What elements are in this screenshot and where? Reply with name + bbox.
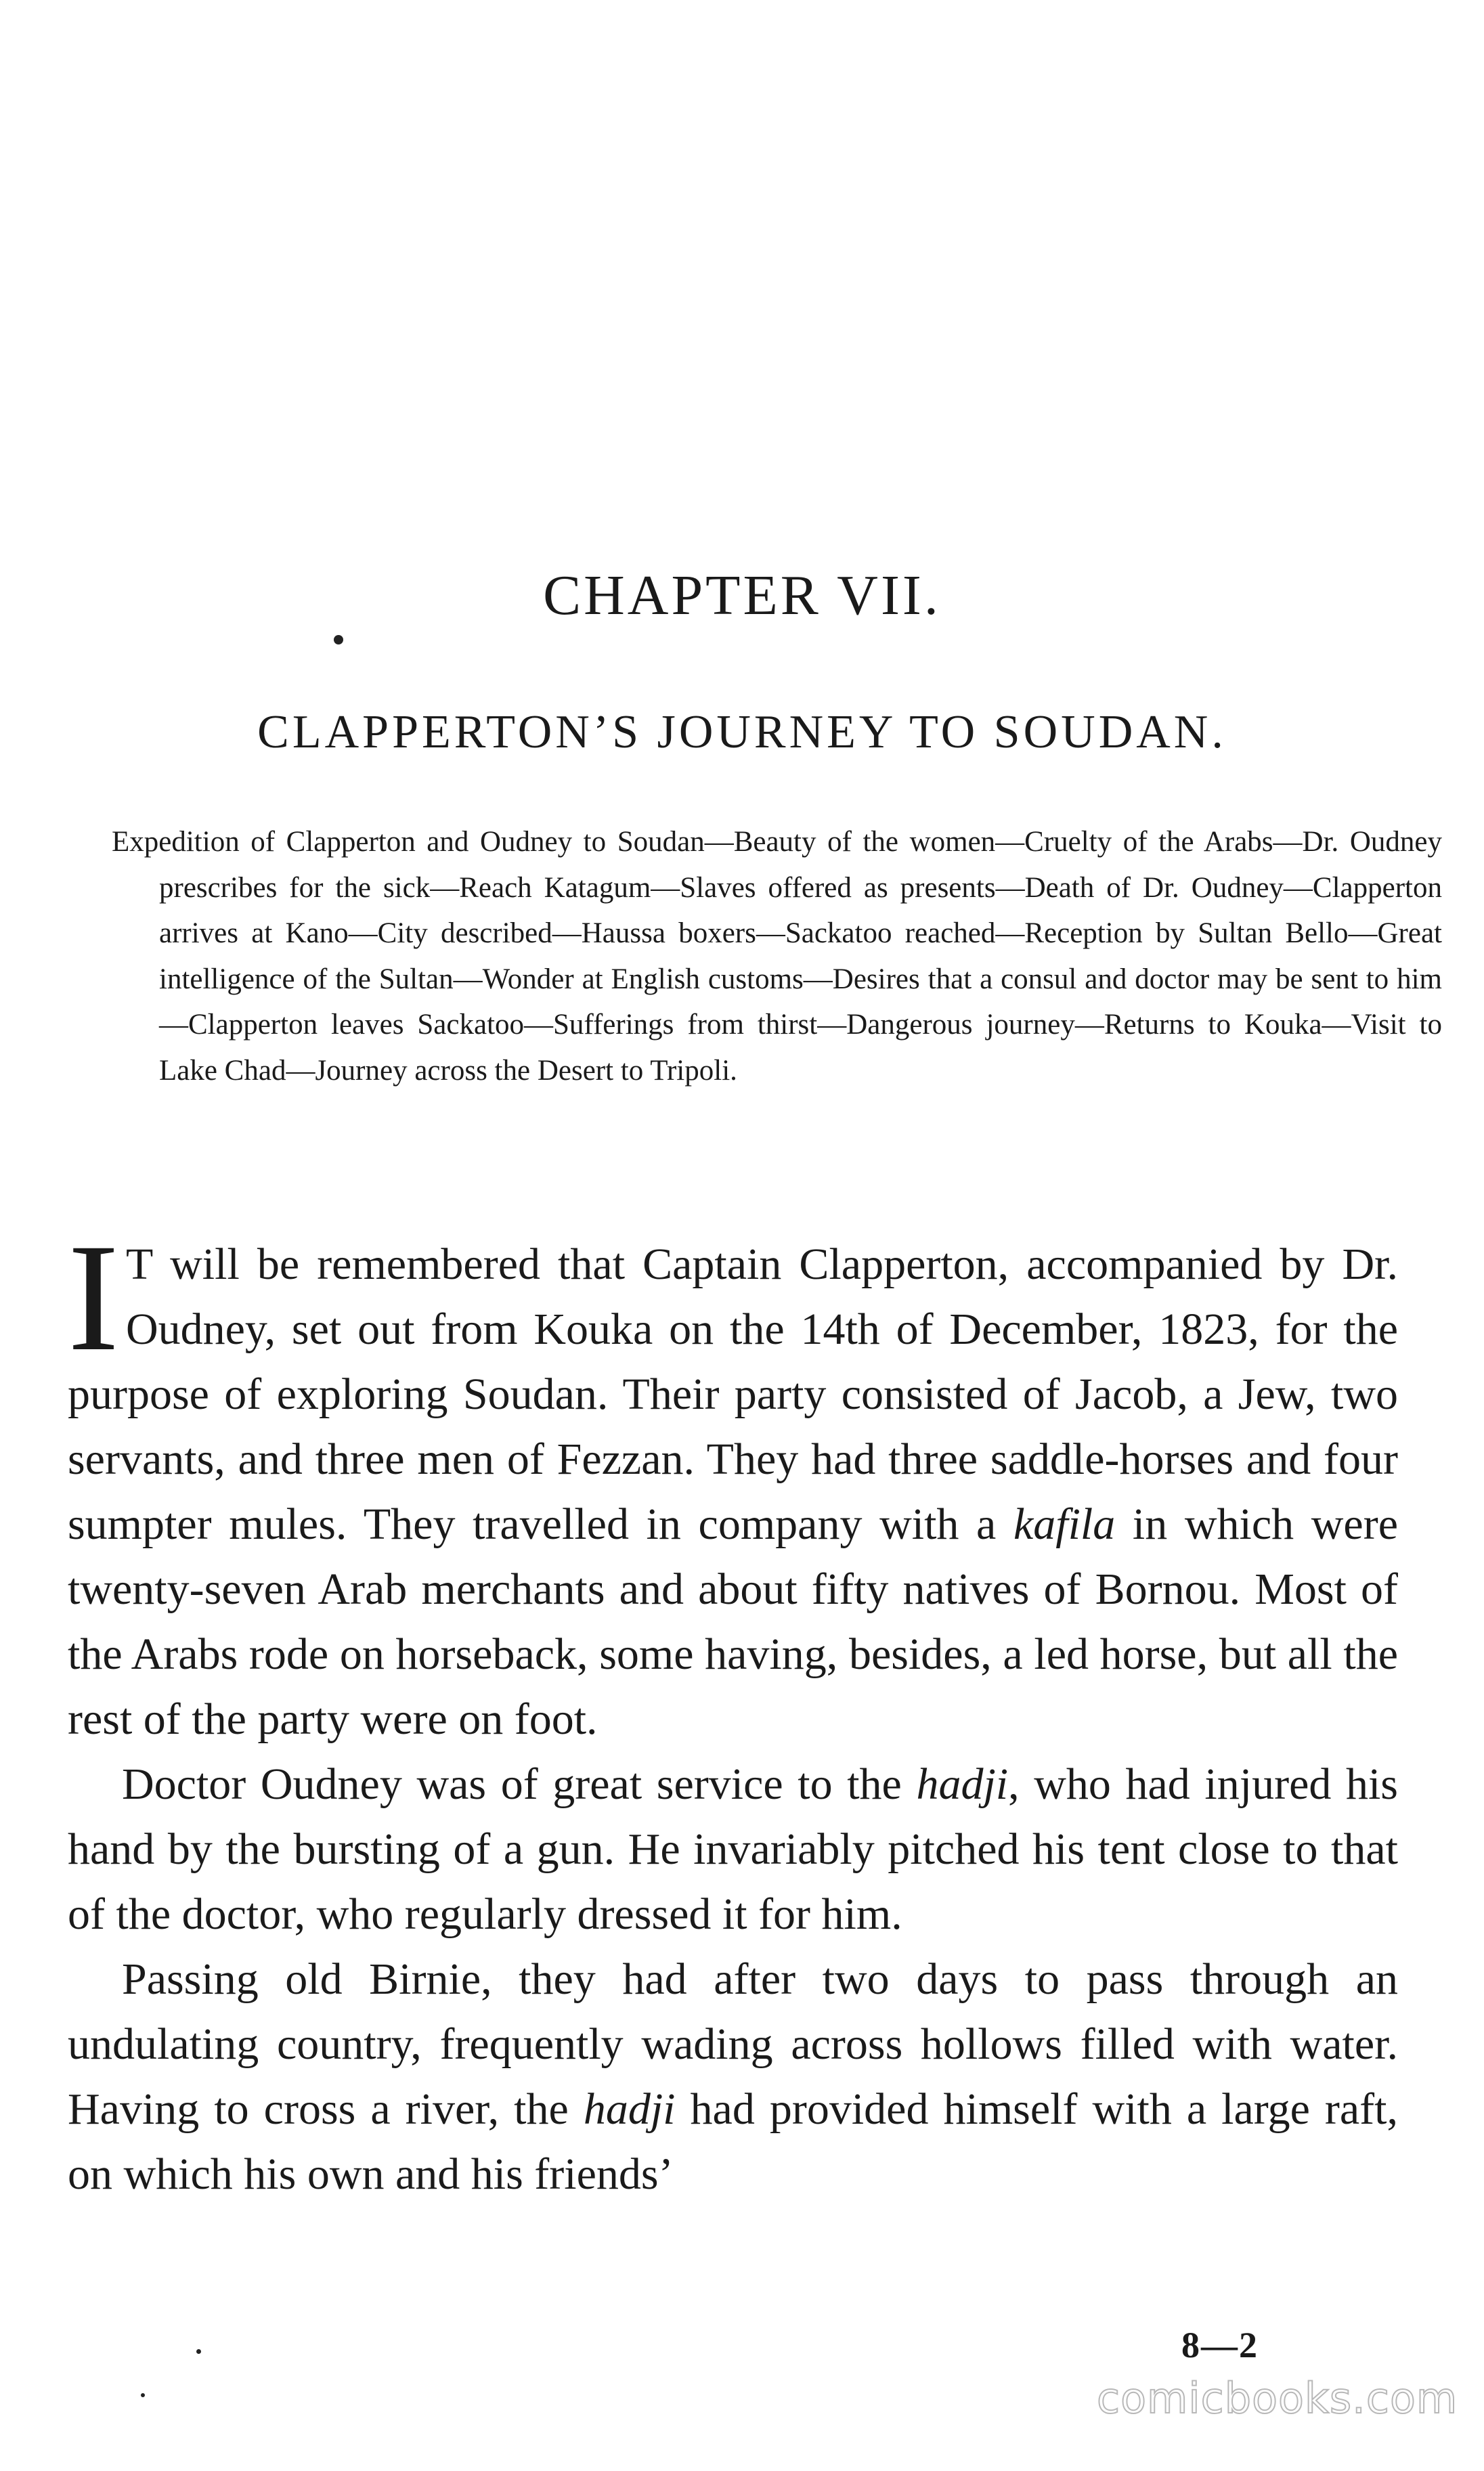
paragraph	[68, 1947, 1398, 2207]
body-text	[68, 1212, 1398, 2207]
text-run: Doctor Oudney was of great service to the	[122, 1759, 917, 1809]
text-run: Passing old Birnie, they had after two days to pass through an undulating country, frequently wading across hollows filled with water. Having to cross a river, the	[68, 1954, 1398, 2134]
signature-mark: 8—2	[1181, 2325, 1259, 2365]
italic-term: hadji	[916, 1759, 1009, 1809]
italic-term: hadji	[583, 2084, 676, 2134]
italic-term: kafila	[1013, 1500, 1116, 1549]
text-run: had provided himself with a large raft, on which his own and his friends’	[68, 2084, 1398, 2199]
ink-speck	[196, 2349, 201, 2354]
ink-speck	[141, 2393, 145, 2397]
text-run: , who had injured his hand by the bursting of a gun. He invariably pitched his tent close to that of the doctor, who regularly dressed it for him.	[68, 1759, 1398, 1939]
paragraph	[68, 1752, 1398, 1947]
ink-speck	[334, 635, 343, 644]
chapter-subtitle: CLAPPERTON’S JOURNEY TO SOUDAN.	[257, 706, 1227, 758]
text-run: IT will be remembered that Captain Clapperton, accompanied by Dr. Oudney, set out from Kouka on the 14th of December, 1823, for the purpose of exploring Soudan. Their party consisted of Jacob, a Jew, two servants, and three men of Fezzan. They had three saddle-horses and four sumpter mules. They travelled in company with a	[68, 1212, 1398, 1549]
chapter-synopsis: Expedition of Clapperton and Oudney to Soudan—Beauty of the women—Cruelty of the Arabs—Dr. Oudney prescribes for the sick—Reach Katagum—Slaves offered as presents—Death of Dr. Oudney—Clapperton arrives at Kano—City described—Haussa boxers—Sackatoo reached—Reception by Sultan Bello—Great intelligence of the Sultan—Wonder at English customs—Desires that a consul and doctor may be sent to him—Clapperton leaves Sackatoo—Sufferings from thirst—Dangerous journey—Returns to Kouka—Visit to Lake Chad—Journey across the Desert to Tripoli.	[112, 826, 1442, 1087]
paragraph	[68, 1212, 1398, 1752]
text-run: in which were twenty-seven Arab merchants and about fifty natives of Bornou. Most of the Arabs rode on horseback, some having, besides, a led horse, but all the rest of the party were on foot.	[68, 1500, 1398, 1744]
chapter-title: CHAPTER VII.	[543, 564, 941, 627]
watermark: comicbooks.com	[1097, 2374, 1458, 2423]
